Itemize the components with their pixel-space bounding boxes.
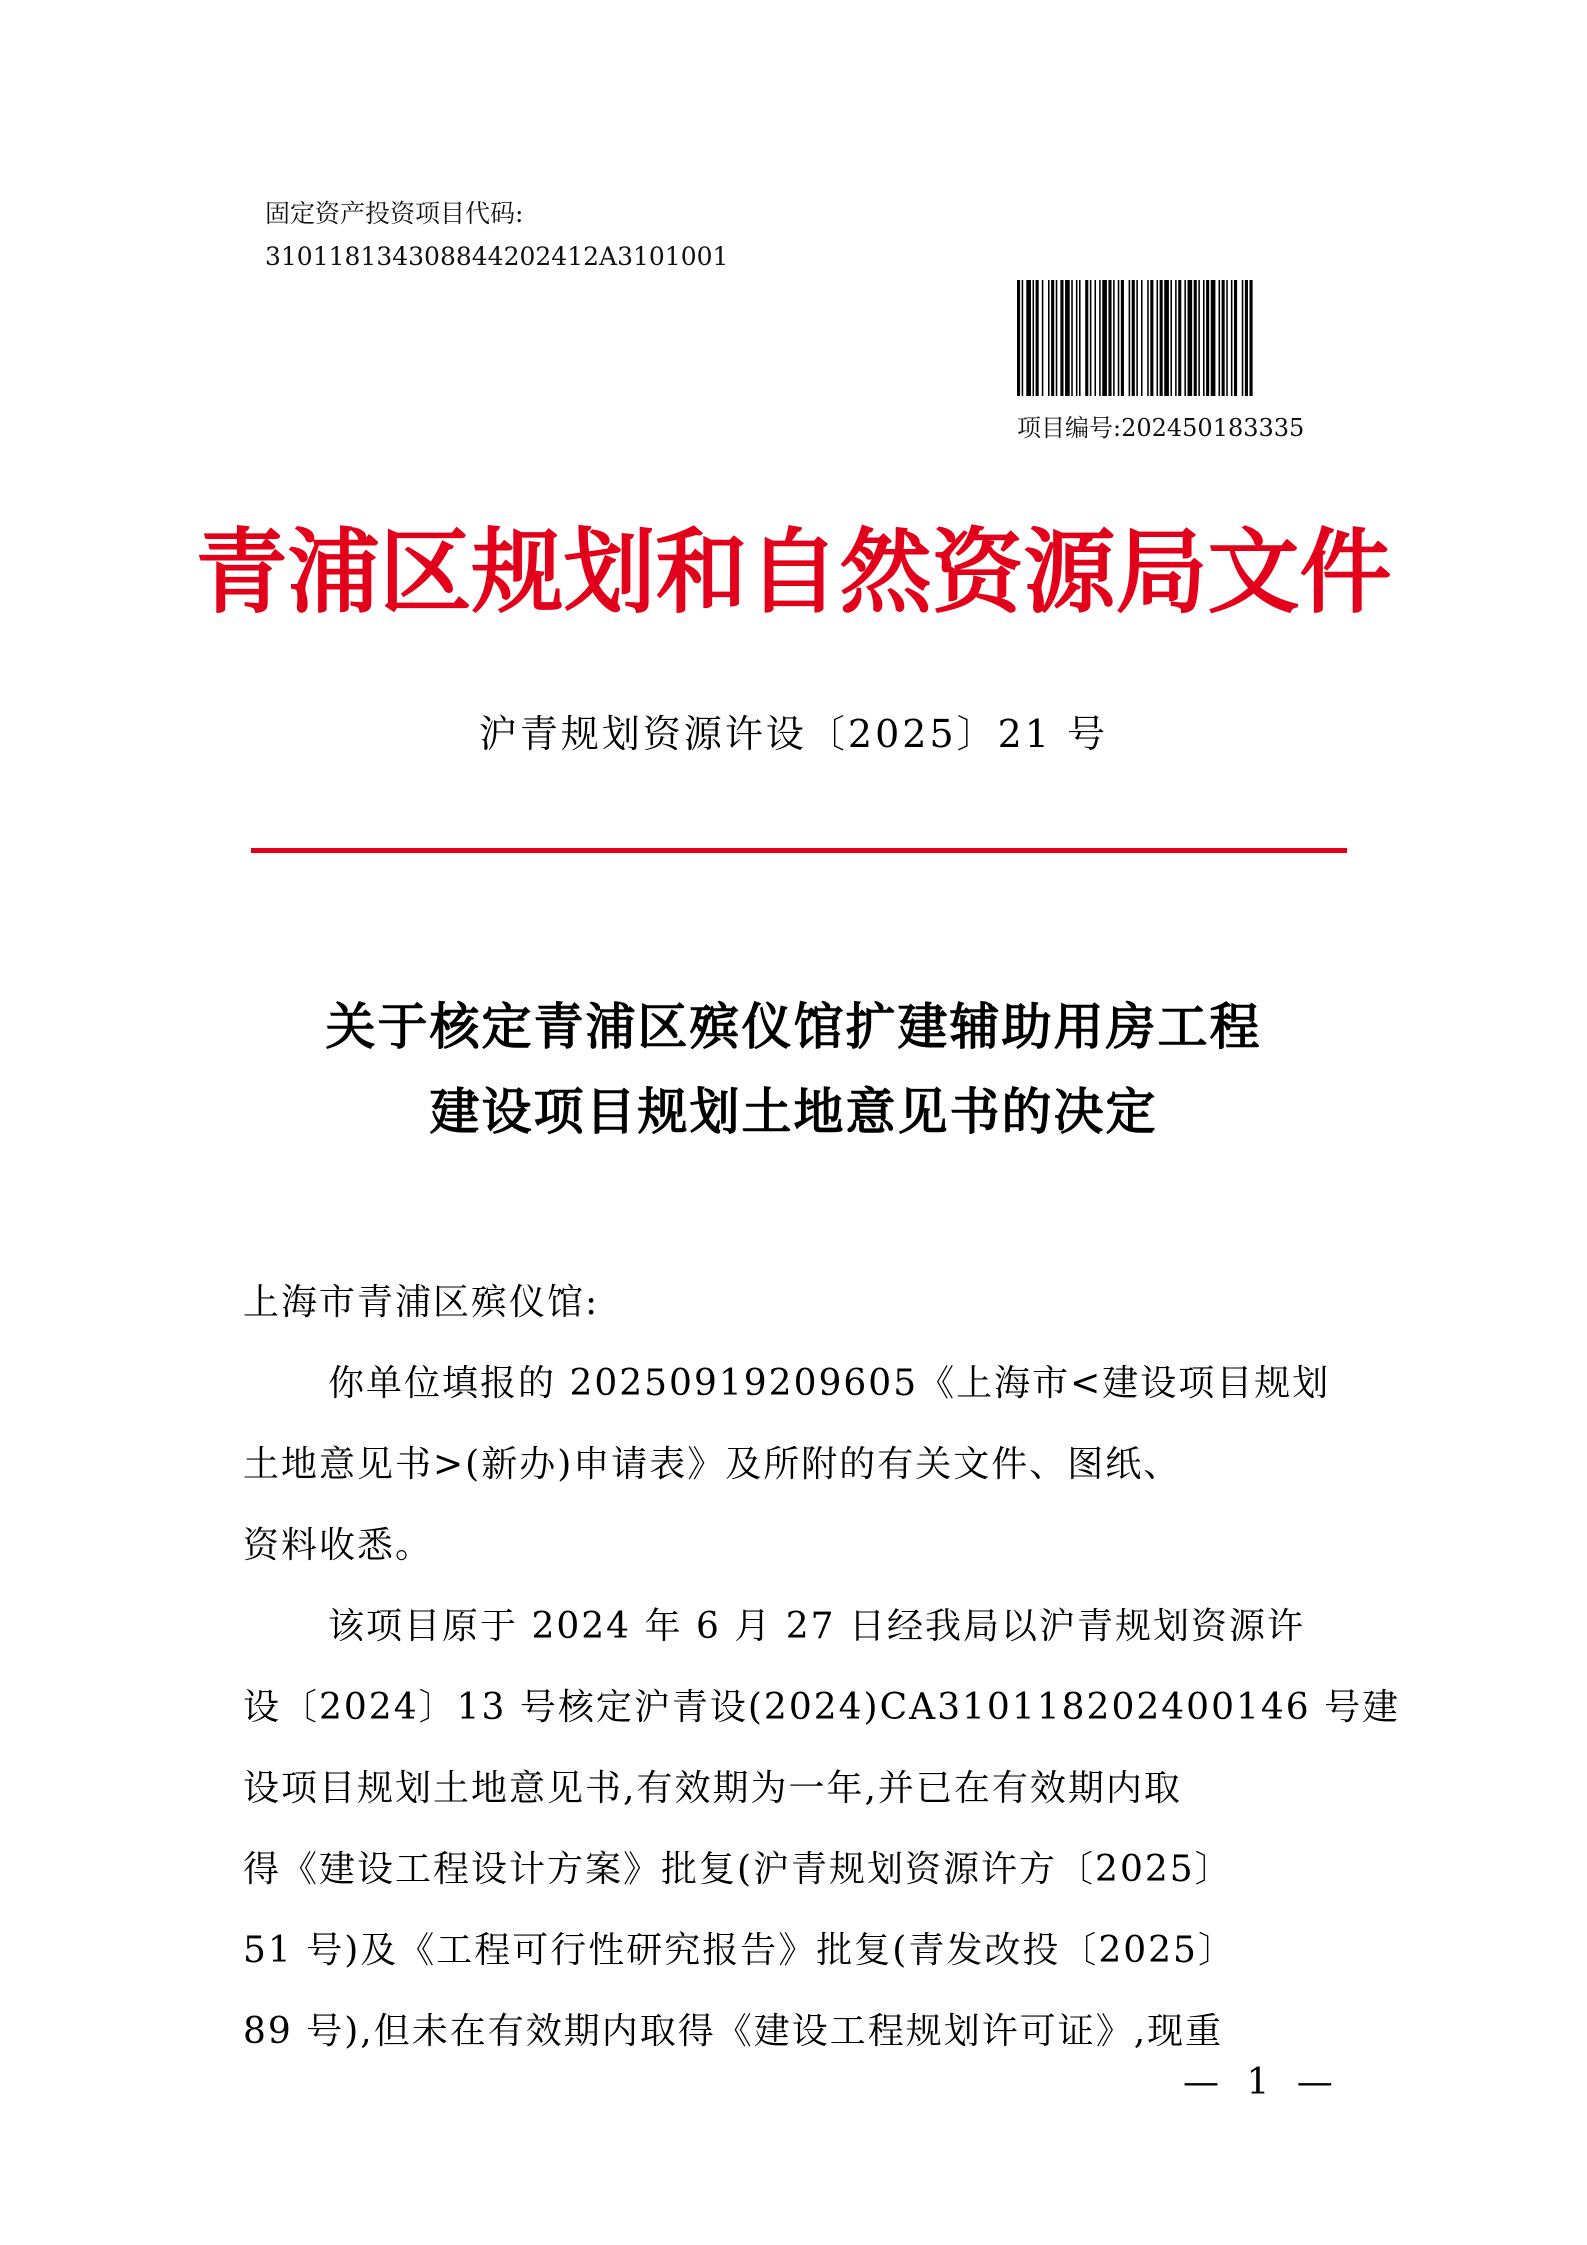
title-line-2: 建设项目规划土地意见书的决定: [429, 1082, 1158, 1141]
page-number: — 1 —: [1183, 2062, 1341, 2103]
barcode-bar: [1076, 280, 1078, 396]
barcode-bar: [1095, 280, 1097, 396]
document-number: 沪青规划资源许设〔2025〕21 号: [478, 712, 1109, 756]
barcode-bar: [1071, 280, 1073, 396]
investment-code-value: 310118134308844202412A3101001: [265, 242, 729, 271]
document-body: [243, 1262, 1401, 2072]
barcode-bar: [1042, 280, 1044, 396]
agency-title: 青浦区规划和自然资源局文件: [195, 519, 1392, 626]
barcode-bar: [1234, 280, 1237, 396]
barcode-bar: [1108, 280, 1111, 396]
barcode-bar: [1141, 280, 1143, 396]
barcode-bar: [1017, 280, 1020, 396]
paragraph-1-line: 你单位填报的 20250919209605《上海市<建设项目规划: [328, 1363, 1331, 1404]
barcode-bar: [1178, 280, 1181, 396]
barcode-bar: [1026, 280, 1031, 396]
title-line-1: 关于核定青浦区殡仪馆扩建辅助用房工程: [325, 997, 1262, 1056]
barcode-bar: [1036, 280, 1039, 396]
barcode-bar: [1033, 280, 1035, 396]
barcode-bar: [1079, 280, 1081, 396]
barcode-bar: [1102, 280, 1107, 396]
paragraph-1-line: 土地意见书>(新办)申请表》及所附的有关文件、图纸、: [243, 1444, 1182, 1485]
addressee: 上海市青浦区殡仪馆:: [243, 1282, 600, 1323]
barcode-bar: [1188, 280, 1193, 396]
barcode-bar: [1245, 280, 1248, 396]
barcode-bar: [1211, 280, 1216, 396]
barcode-bar: [1056, 280, 1058, 396]
barcode-bar: [1132, 280, 1135, 396]
barcode-bar: [1194, 280, 1197, 396]
paragraph-2-line: 设项目规划土地意见书,有效期为一年,并已在有效期内取: [243, 1768, 1182, 1809]
investment-code-label: 固定资产投资项目代码:: [265, 199, 524, 228]
barcode-bar: [1121, 280, 1124, 396]
barcode-bar: [1118, 280, 1120, 396]
barcode-bar: [1060, 280, 1063, 396]
barcode-bar: [1113, 280, 1115, 396]
paragraph-2-line: 设〔2024〕13 号核定沪青设(2024)CA310118202400146 号建: [243, 1687, 1401, 1728]
barcode-image: [1017, 280, 1330, 396]
investment-code-block: [265, 192, 728, 278]
barcode-bar: [1085, 280, 1088, 396]
barcode-bar: [1184, 280, 1186, 396]
barcode-bar: [1242, 280, 1244, 396]
paragraph-2-line: 得《建设工程设计方案》批复(沪青规划资源许方〔2025〕: [243, 1849, 1233, 1890]
barcode-bar: [1129, 280, 1131, 396]
barcode-bar: [1022, 280, 1024, 396]
barcode-bar: [1157, 280, 1159, 396]
barcode-bar: [1170, 280, 1172, 396]
barcode-bar: [1164, 280, 1169, 396]
barcode-bar: [1203, 280, 1205, 396]
barcode-bar: [1226, 280, 1228, 396]
barcode-bar: [1147, 280, 1149, 396]
barcode-bar: [1051, 280, 1054, 396]
barcode-bar: [1175, 280, 1177, 396]
barcode-bar: [1136, 280, 1138, 396]
barcode-bar: [1065, 280, 1070, 396]
barcode-bar: [1150, 280, 1153, 396]
red-divider: [251, 848, 1347, 853]
document-title: [0, 984, 1587, 1154]
barcode-bar: [1160, 280, 1163, 396]
paragraph-2-line: 51 号)及《工程可行性研究报告》批复(青发改投〔2025〕: [243, 1930, 1236, 1971]
paragraph-2-line: 89 号),但未在有效期内取得《建设工程规划许可证》,现重: [243, 2011, 1224, 2052]
barcode-bar: [1099, 280, 1101, 396]
paragraph-2-line: 该项目原于 2024 年 6 月 27 日经我局以沪青规划资源许: [328, 1606, 1305, 1647]
barcode-bar: [1219, 280, 1221, 396]
barcode-bar: [1206, 280, 1209, 396]
barcode-bar: [1231, 280, 1233, 396]
barcode-bar: [1090, 280, 1092, 396]
barcode-bar: [1048, 280, 1050, 396]
barcode-bar: [1250, 280, 1253, 396]
paragraph-1-line: 资料收悉。: [243, 1525, 434, 1566]
barcode-bar: [1222, 280, 1225, 396]
project-number: 项目编号:202450183335: [1017, 414, 1305, 442]
barcode-bar: [1198, 280, 1200, 396]
